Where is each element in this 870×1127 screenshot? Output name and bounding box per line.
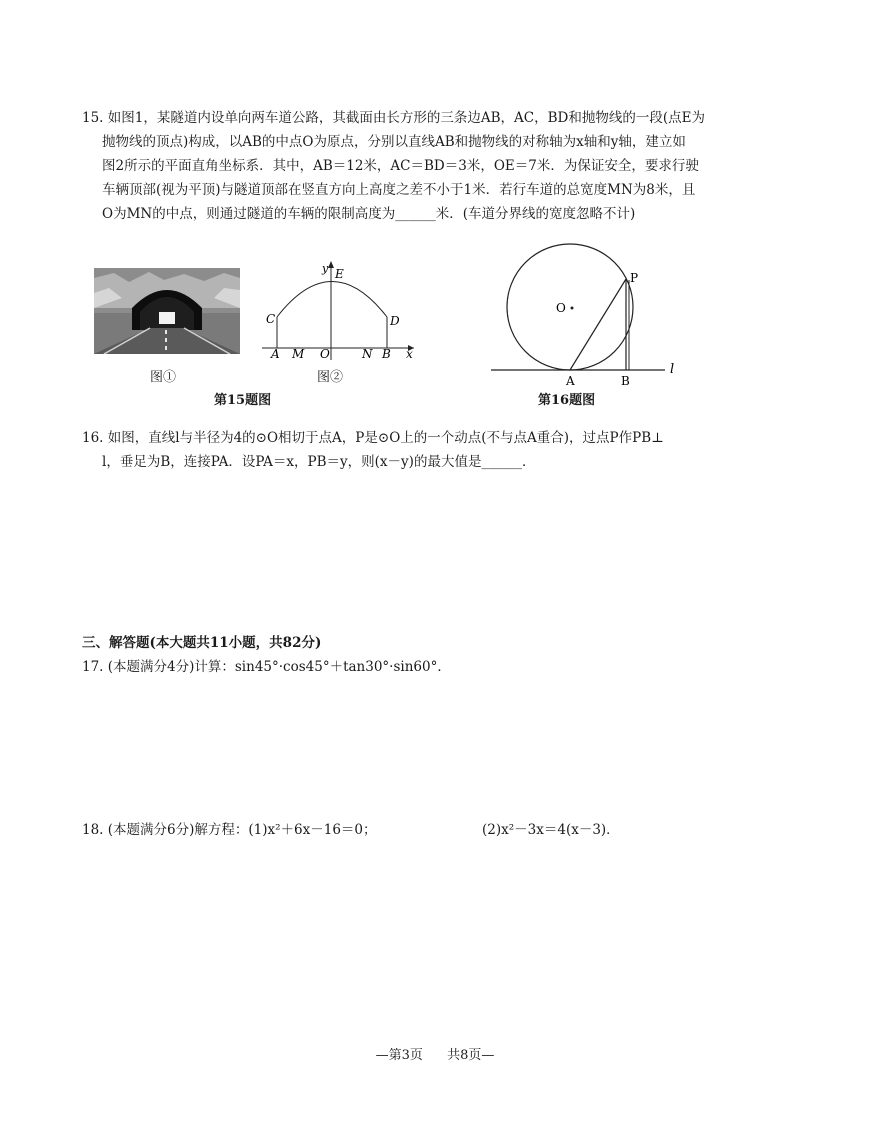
label-D: D xyxy=(390,314,400,328)
q17-text: 17. (本题满分4分)计算：sin45°·cos45°＋tan30°·sin60°． xyxy=(82,659,451,675)
q15-line-5: O为MN的中点，则通过隧道的车辆的限制高度为______米．(车道分界线的宽度忽略不计) xyxy=(102,206,636,222)
label-M: M xyxy=(292,347,305,361)
figure-2-caption: 图② xyxy=(317,370,344,385)
label-C: C xyxy=(266,312,276,326)
question-17 xyxy=(82,655,796,679)
q15-line-4: 车辆顶部(视为平顶)与隧道顶部在竖直方向上高度之差不小于1米．若行车道的总宽度MN为8米，且 xyxy=(102,182,696,198)
question-18 xyxy=(82,818,796,842)
label-B: B xyxy=(382,347,391,361)
figure-16-caption: 第16题图 xyxy=(538,393,596,408)
circle-tangent-figure xyxy=(488,240,688,390)
footer-total: 共8页— xyxy=(447,1048,495,1063)
question-16 xyxy=(82,426,796,474)
label-y: y xyxy=(322,262,329,275)
label-N: N xyxy=(362,347,373,361)
label-A-16: A xyxy=(566,374,575,388)
q18-part-1: 18. (本题满分6分)解方程：(1)x²＋6x－16＝0； xyxy=(82,822,377,838)
q15-line-2: 抛物线的顶点)构成，以AB的中点O为原点，分别以直线AB和抛物线的对称轴为x轴和y轴，建立如 xyxy=(102,134,686,150)
figure-1-caption: 图① xyxy=(150,370,177,385)
tunnel-photo xyxy=(94,268,240,354)
label-P: P xyxy=(630,271,639,285)
page-footer xyxy=(0,1044,870,1063)
q15-line-3: 图2所示的平面直角坐标系．其中，AB＝12米，AC＝BD＝3米，OE＝7米．为保证安全，要求行驶 xyxy=(102,158,699,174)
label-x: x xyxy=(406,347,413,361)
label-O-16: O xyxy=(556,301,566,315)
label-A: A xyxy=(271,347,280,361)
label-B-16: B xyxy=(621,374,630,388)
figure-15-caption: 第15题图 xyxy=(214,393,272,408)
label-O: O xyxy=(320,347,330,361)
footer-page: —第3页 xyxy=(375,1048,423,1063)
q15-line-1: 15. 如图1，某隧道内设单向两车道公路，其截面由长方形的三条边AB，AC，BD和抛物线的一段(点E为 xyxy=(82,110,705,126)
question-15 xyxy=(82,106,796,226)
q16-line-2: l，垂足为B，连接PA．设PA＝x，PB＝y，则(x－y)的最大值是______． xyxy=(102,454,536,470)
label-E: E xyxy=(335,267,344,281)
label-l: l xyxy=(670,362,675,377)
section-3-title: 三、解答题(本大题共11小题，共82分) xyxy=(82,635,322,651)
parabola-graph xyxy=(258,258,423,362)
q18-part-2: (2)x²－3x＝4(x－3)． xyxy=(482,822,620,838)
q16-line-1: 16. 如图，直线l与半径为4的⊙O相切于点A，P是⊙O上的一个动点(不与点A重合)，过点P作PB⊥ xyxy=(82,430,664,446)
